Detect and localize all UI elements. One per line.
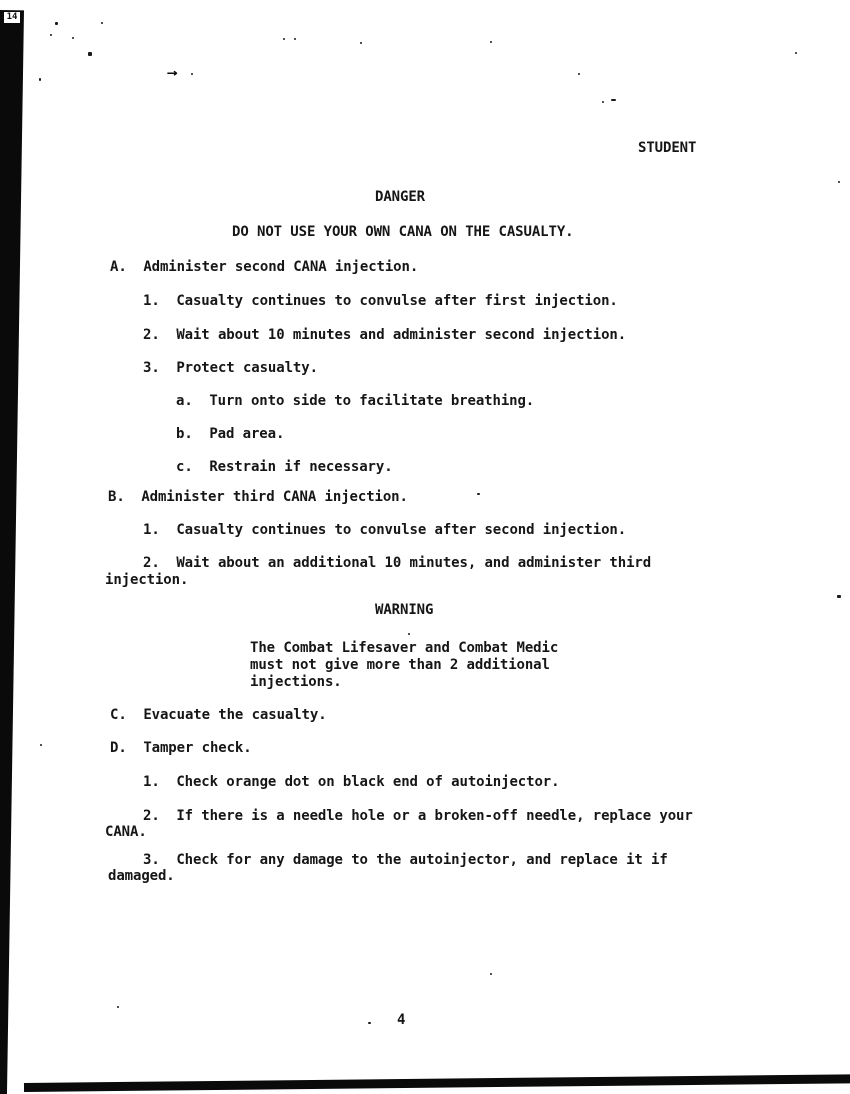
item-a-3-c: c. Restrain if necessary. bbox=[176, 459, 393, 475]
noise-speck bbox=[191, 73, 193, 75]
page-number: 4 bbox=[397, 1012, 406, 1028]
item-c: C. Evacuate the casualty. bbox=[110, 707, 327, 723]
item-a-3-a: a. Turn onto side to facilitate breathing. bbox=[176, 393, 535, 409]
item-b-1: 1. Casualty continues to convulse after second injection. bbox=[143, 522, 627, 538]
noise-speck bbox=[88, 52, 92, 56]
item-d-2: 2. If there is a needle hole or a broken-off needle, replace your bbox=[143, 808, 693, 824]
noise-speck bbox=[101, 22, 103, 24]
noise-speck bbox=[490, 973, 492, 975]
header-student: STUDENT bbox=[638, 140, 697, 156]
item-a-2: 2. Wait about 10 minutes and administer second injection. bbox=[143, 327, 627, 343]
warning-body-line-1: The Combat Lifesaver and Combat Medic bbox=[250, 640, 559, 656]
item-d-2-continued: CANA. bbox=[105, 824, 147, 840]
noise-speck bbox=[50, 34, 52, 36]
noise-speck bbox=[117, 1006, 119, 1008]
item-a-1: 1. Casualty continues to convulse after first injection. bbox=[143, 293, 618, 309]
item-a-3-b: b. Pad area. bbox=[176, 426, 285, 442]
scan-corner-mark: 14 bbox=[4, 12, 20, 23]
scan-edge-left-bar bbox=[0, 10, 24, 1094]
noise-speck bbox=[72, 37, 74, 39]
item-d-1: 1. Check orange dot on black end of autoinjector. bbox=[143, 774, 560, 790]
heading-danger: DANGER bbox=[375, 189, 425, 205]
noise-speck bbox=[795, 52, 797, 54]
noise-speck bbox=[578, 73, 580, 75]
warning-body-line-2: must not give more than 2 additional bbox=[250, 657, 550, 673]
noise-speck bbox=[490, 41, 492, 43]
item-d-3: 3. Check for any damage to the autoinjector, and replace it if bbox=[143, 852, 668, 868]
noise-speck bbox=[602, 101, 604, 103]
noise-speck bbox=[40, 744, 42, 746]
noise-speck bbox=[477, 493, 480, 495]
warning-body-line-3: injections. bbox=[250, 674, 342, 690]
item-a-3: 3. Protect casualty. bbox=[143, 360, 318, 376]
noise-speck bbox=[837, 595, 841, 598]
noise-speck bbox=[360, 42, 362, 44]
noise-speck bbox=[611, 99, 616, 101]
item-d-3-continued: damaged. bbox=[108, 868, 175, 884]
item-a: A. Administer second CANA injection. bbox=[110, 259, 419, 275]
noise-speck bbox=[838, 181, 840, 183]
noise-speck bbox=[283, 38, 285, 40]
noise-speck bbox=[368, 1022, 371, 1024]
noise-speck bbox=[39, 78, 41, 81]
item-b-2-continued: injection. bbox=[105, 572, 189, 588]
heading-warning: WARNING bbox=[375, 602, 434, 618]
noise-speck bbox=[408, 633, 410, 635]
scan-edge-bottom-bar bbox=[24, 1074, 850, 1092]
item-b: B. Administer third CANA injection. bbox=[108, 489, 408, 505]
item-b-2: 2. Wait about an additional 10 minutes, and administer third bbox=[143, 555, 652, 571]
arrow-artifact: → bbox=[166, 65, 178, 81]
danger-statement: DO NOT USE YOUR OWN CANA ON THE CASUALTY. bbox=[232, 224, 574, 240]
item-d: D. Tamper check. bbox=[110, 740, 252, 756]
noise-speck bbox=[294, 38, 296, 40]
noise-speck bbox=[55, 22, 58, 25]
